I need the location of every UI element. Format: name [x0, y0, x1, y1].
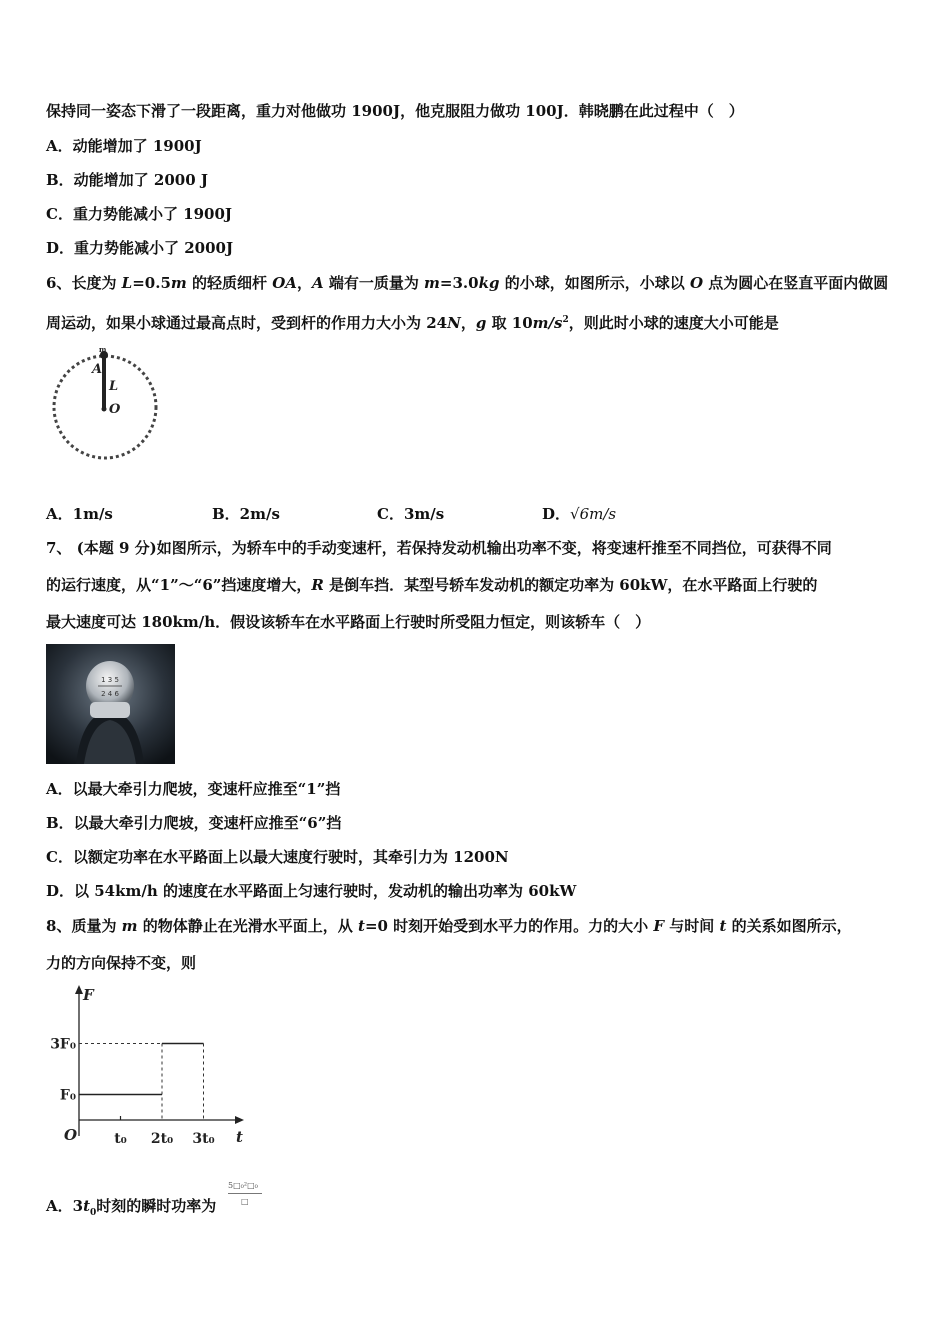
q8-option-a-fraction-denominator: □ — [241, 1197, 249, 1206]
q6-label-O: O — [109, 402, 121, 417]
q5-option-d: D．重力势能减小了 2000J — [46, 239, 234, 257]
q8-x-tick-2t0: 2t₀ — [150, 1131, 174, 1147]
q7-stem-line3: 最大速度可达 180km/h．假设该轿车在水平路面上行驶时所受阻力恒定，则该轿车（ ） — [46, 613, 651, 631]
q5-option-c: C．重力势能减小了 1900J — [46, 205, 233, 223]
q7-stem-line1: 7、 (本题 9 分)如图所示，为轿车中的手动变速杆，若保持发动机输出功率不变，将变速杆推至不同挡位，可获得不同 — [46, 539, 832, 557]
q6-option-a: A．1m/s — [46, 505, 113, 523]
q6-stem-line1: 6、长度为 L=0.5m 的轻质细杆 OA，A 端有一质量为 m=3.0kg 的小球，如图所示，小球以 O 点为圆心在竖直平面内做圆 — [46, 274, 889, 292]
q6-circle-figure — [46, 343, 166, 463]
q8-option-a-fraction-numerator: 5□₀²□₀ — [228, 1181, 258, 1190]
q8-stem-line2: 力的方向保持不变，则 — [46, 954, 197, 972]
q8-axis-label-F: F — [83, 986, 94, 1004]
q7-gear-knob-photo — [46, 644, 175, 764]
q8-y-tick-3f0: 3F₀ — [50, 1036, 76, 1053]
q7-option-c: C．以额定功率在水平路面上以最大速度行驶时，其牵引力为 1200N — [46, 848, 509, 866]
q8-y-tick-f0: F₀ — [59, 1087, 76, 1104]
q8-stem-line1: 8、质量为 m 的物体静止在光滑水平面上，从 t=0 时刻开始受到水平力的作用。力的大小 F 与时间 t 的关系如图所示， — [46, 917, 852, 935]
q8-origin-label: O — [64, 1126, 78, 1144]
q6-label-A: A — [92, 362, 103, 377]
q8-x-tick-t0: t₀ — [114, 1131, 127, 1147]
q6-center-point — [102, 407, 107, 412]
q5-stem: 保持同一姿态下滑了一段距离，重力对他做功 1900J，他克服阻力做功 100J．韩晓鹏在此过程中（ ） — [46, 102, 744, 120]
q8-option-a: A．$3t_0$时刻的瞬时功率为 — [46, 1197, 217, 1218]
q6-label-m: m — [99, 345, 107, 354]
q8-x-axis-arrow — [235, 1116, 244, 1124]
q8-x-tick-3t0: 3t₀ — [192, 1131, 215, 1147]
q6-option-b: B．2m/s — [212, 505, 280, 523]
q7-option-b: B．以最大牵引力爬坡，变速杆应推至“6”挡 — [46, 814, 342, 832]
q8-y-axis-arrow — [75, 985, 83, 994]
q6-stem-line2: 周运动，如果小球通过最高点时，受到杆的作用力大小为 24N，g 取 $10m/s^2$，则此时小球的速度大小可能是 — [46, 314, 779, 332]
q7-knob-bottom-labels: 2 4 6 — [101, 690, 119, 698]
q8-force-time-chart — [46, 982, 256, 1152]
q7-stem-line2: 的运行速度，从“1”～“6”挡速度增大，R 是倒车挡．某型号轿车发动机的额定功率为 60kW，在水平路面上行驶的 — [46, 576, 818, 594]
q8-option-a-fraction-bar — [228, 1193, 262, 1194]
q6-option-c: C．3m/s — [377, 505, 445, 523]
q8-axis-label-t: t — [236, 1128, 243, 1146]
q7-option-a: A．以最大牵引力爬坡，变速杆应推至“1”挡 — [46, 780, 341, 798]
q6-label-L: L — [109, 379, 119, 394]
q6-option-d: D．√6m/s — [542, 505, 617, 523]
q5-option-a: A．动能增加了 1900J — [46, 137, 202, 155]
q6-option-d-math: √6m/s — [570, 505, 617, 523]
q7-knob-top-labels: 1 3 5 — [101, 676, 119, 684]
q5-option-b: B．动能增加了 2000 J — [46, 171, 208, 189]
q7-option-d: D．以 54km/h 的速度在水平路面上匀速行驶时，发动机的输出功率为 60kW — [46, 882, 577, 900]
